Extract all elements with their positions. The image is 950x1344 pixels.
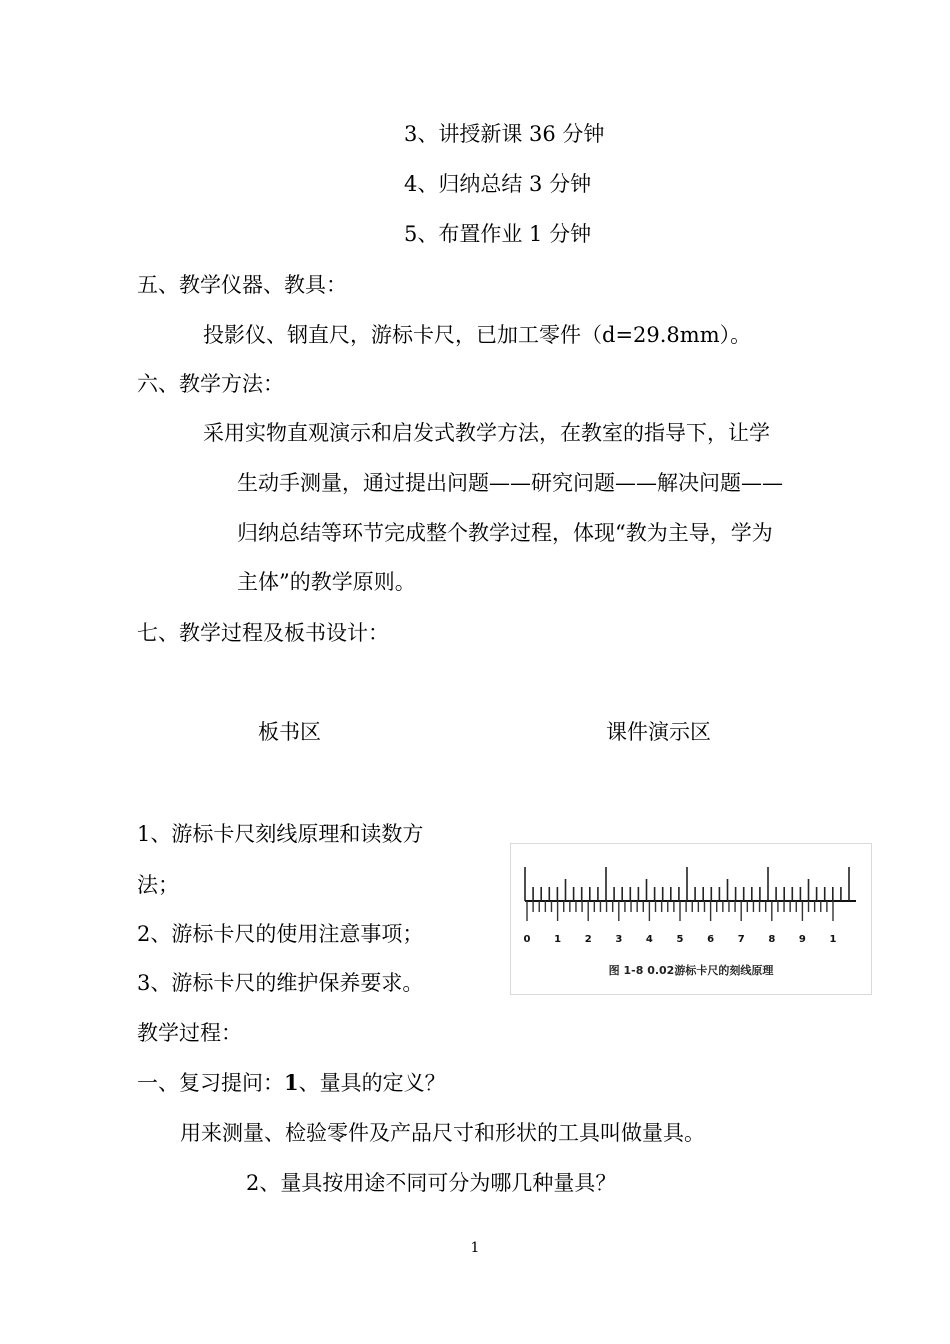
vernier-scale-figure: [510, 843, 872, 995]
scale-number: 0: [523, 934, 531, 945]
schedule-item: 5、布置作业 1 分钟: [404, 222, 592, 246]
review-prefix: 一、复习提问：: [137, 1071, 284, 1095]
scale-number: 2: [584, 934, 592, 945]
scale-number: 7: [737, 934, 745, 945]
section-heading: 教学过程：: [137, 1021, 242, 1045]
answer: 用来测量、检验零件及产品尺寸和形状的工具叫做量具。: [180, 1121, 705, 1145]
scale-number: 3: [615, 934, 623, 945]
paragraph-line: 采用实物直观演示和启发式教学方法，在教室的指导下，让学: [203, 421, 770, 445]
section-heading: 六、教学方法：: [137, 372, 284, 396]
scale-number: 1: [554, 934, 562, 945]
page-number: 1: [470, 1240, 480, 1256]
figure-caption: 图 1-8 0.02游标卡尺的刻线原理: [608, 964, 774, 977]
scale-number: 9: [798, 934, 806, 945]
section-heading: 五、教学仪器、教具：: [137, 273, 347, 297]
scale-number: 4: [645, 934, 653, 945]
schedule-item: 3、讲授新课 36 分钟: [404, 122, 605, 146]
paragraph: 投影仪、钢直尺，游标卡尺，已加工零件（d=29.8mm）。: [203, 323, 752, 347]
board-item: 2、游标卡尺的使用注意事项；: [137, 922, 424, 946]
board-item: 3、游标卡尺的维护保养要求。: [137, 971, 424, 995]
paragraph-line: 主体”的教学原则。: [237, 570, 416, 594]
schedule-item: 4、归纳总结 3 分钟: [404, 172, 592, 196]
review-number: 1: [284, 1070, 299, 1095]
column-label-board: 板书区: [258, 720, 321, 744]
scale-number: 6: [707, 934, 715, 945]
review-question-text: 、量具的定义？: [298, 1071, 446, 1095]
scale-number: 1: [829, 934, 837, 945]
question: 2、量具按用途不同可分为哪几种量具？: [246, 1171, 617, 1195]
paragraph-line: 归纳总结等环节完成整个教学过程，体现“教为主导，学为: [237, 521, 773, 545]
scale-number: 5: [676, 934, 684, 945]
scale-number: 8: [768, 934, 776, 945]
board-item: 法；: [137, 873, 179, 897]
section-heading: 七、教学过程及板书设计：: [137, 621, 389, 645]
column-label-courseware: 课件演示区: [606, 720, 711, 744]
paragraph-line: 生动手测量，通过提出问题——研究问题——解决问题——: [237, 471, 783, 495]
board-item: 1、游标卡尺刻线原理和读数方: [137, 822, 424, 846]
review-question: [137, 1069, 446, 1097]
vernier-scale-diagram: [511, 844, 871, 959]
